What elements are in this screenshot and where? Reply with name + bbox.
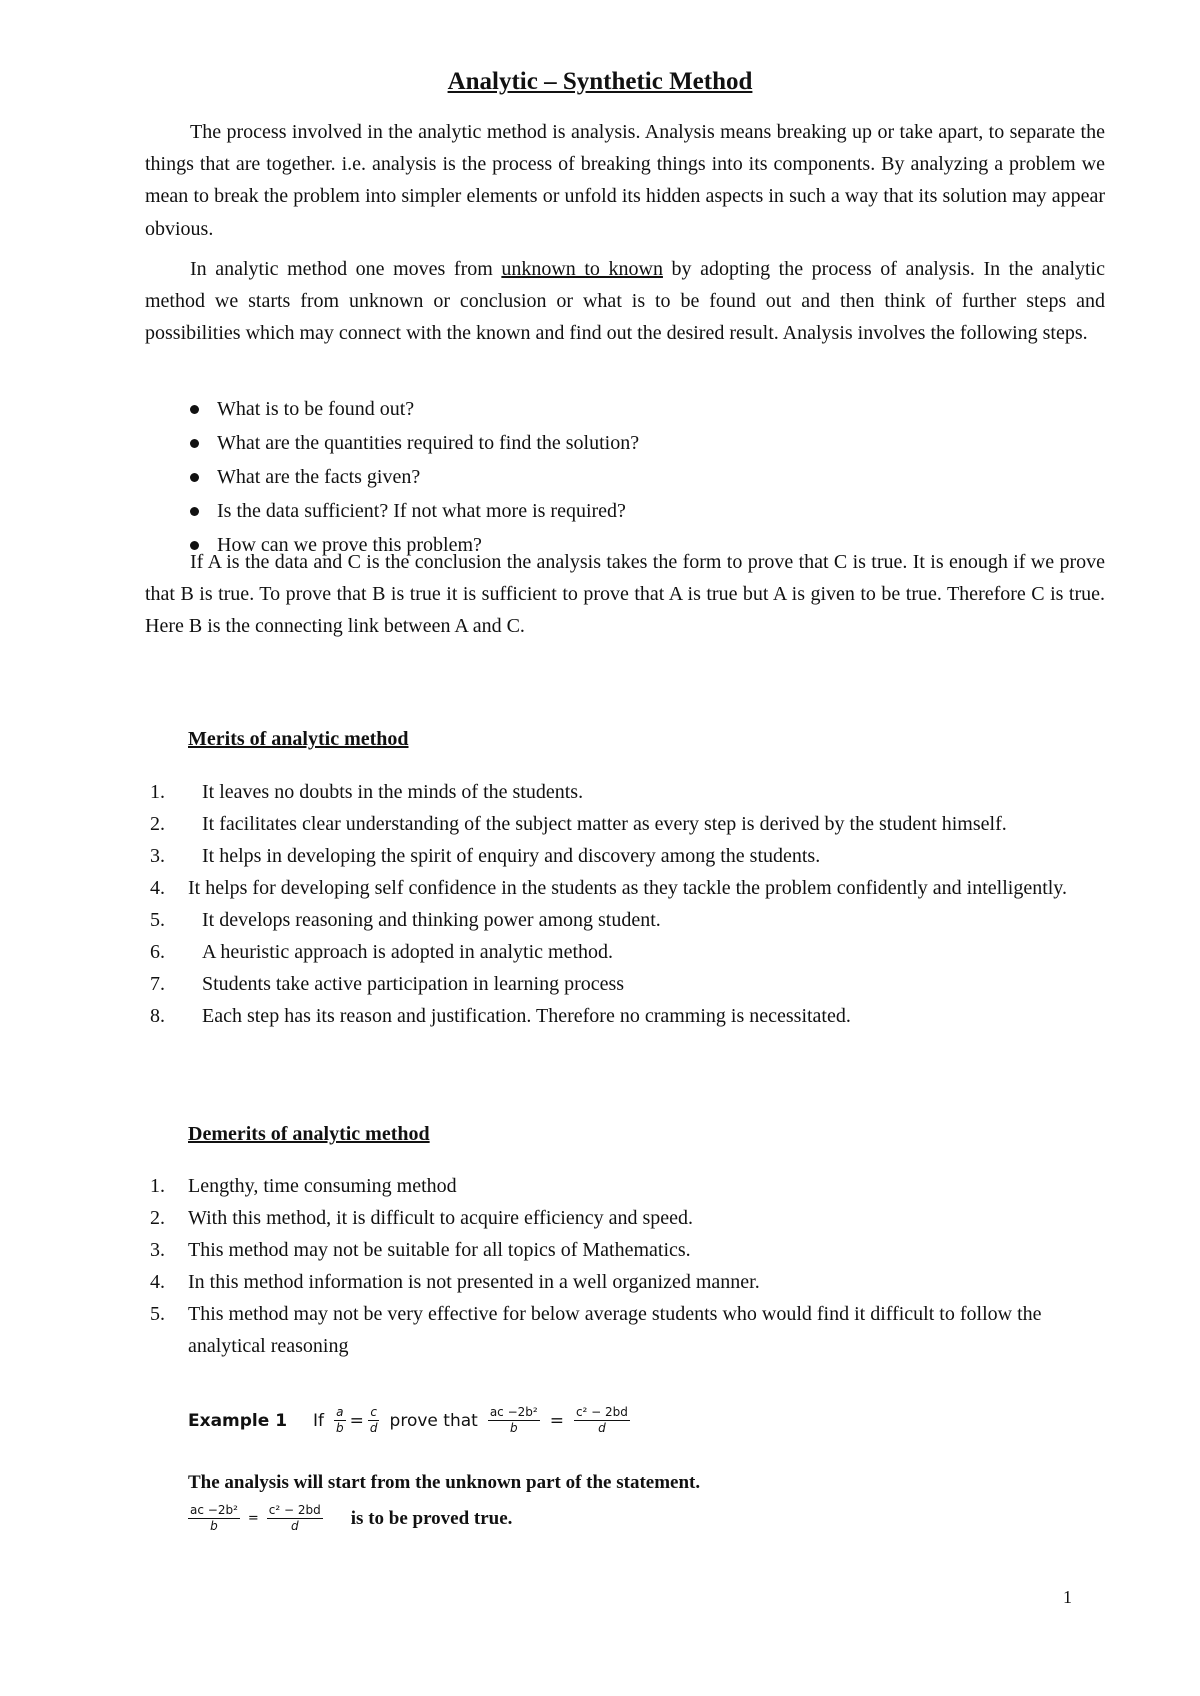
equals-sign: =: [247, 1511, 259, 1526]
list-item: 2. It facilitates clear understanding of the subject matter as every step is derived by the student himself.: [150, 813, 1007, 835]
prove-that-text: prove that: [389, 1410, 478, 1431]
fraction-c-over-d: $\frac{c}{d}$: [369, 1405, 378, 1435]
demerits-list: [150, 1170, 1105, 1362]
intro-paragraph: [145, 116, 1105, 245]
analysis-start-statement: The analysis will start from the unknown part of the statement.: [188, 1472, 701, 1493]
page-number: 1: [1063, 1587, 1072, 1607]
bullet-icon: [190, 405, 199, 414]
analysis-paragraph: [145, 253, 1105, 350]
merits-heading: Merits of analytic method: [188, 728, 409, 750]
list-item: 4. It helps for developing self confidence in the students as they tackle the problem confidently and intelligently.: [150, 877, 1068, 899]
to-be-proved-text: is to be proved true.: [350, 1507, 513, 1529]
bullet-icon: [190, 439, 199, 448]
abc-paragraph: [145, 546, 1105, 643]
example-label: Example 1: [188, 1410, 288, 1431]
list-item: What is to be found out?: [185, 392, 639, 426]
analysis-text-before: In analytic method one moves from: [190, 258, 502, 280]
bullet-icon: [190, 507, 199, 516]
fraction-a-over-b: $\frac{a}{b}$: [336, 1405, 344, 1435]
demerits-heading: Demerits of analytic method: [188, 1123, 430, 1145]
analysis-text-after: by adopting the process of analysis. In the analytic method we starts from unknown or conclusion or what is to be found out and then think of further steps and possibilities which may connect with the known and find out the desired result. Analysis involves the following steps.: [145, 258, 1105, 345]
list-item: 6. A heuristic approach is adopted in analytic method.: [150, 941, 613, 963]
equals-sign: =: [349, 1410, 364, 1431]
steps-list: [185, 392, 639, 562]
list-item: 2. With this method, it is difficult to acquire efficiency and speed.: [150, 1207, 693, 1229]
list-item: 3. It helps in developing the spirit of enquiry and discovery among the students.: [150, 845, 821, 867]
list-item: 8. Each step has its reason and justification. Therefore no cramming is necessitated.: [150, 1005, 851, 1027]
if-word: If: [313, 1410, 325, 1431]
list-item: 4. In this method information is not presented in a well organized manner.: [150, 1271, 760, 1293]
merits-list: [150, 776, 1105, 1032]
list-item: 1. It leaves no doubts in the minds of the students.: [150, 781, 584, 803]
list-item: 3. This method may not be suitable for all topics of Mathematics.: [150, 1239, 691, 1261]
unknown-to-known-phrase: unknown to known: [501, 258, 663, 280]
intro-text: The process involved in the analytic method is analysis. Analysis means breaking up or take apart, to separate the things that are together. i.e. analysis is the process of breaking things into its components. By analyzing a problem we mean to break the problem into simpler elements or unfold its hidden aspects in such a way that its solution may appear obvious.: [145, 121, 1105, 240]
bullet-icon: [190, 473, 199, 482]
example-1: [188, 1405, 632, 1436]
fraction-lhs: $\frac{\text{ac −2b²}}{b}$: [190, 1503, 238, 1533]
list-item: Is the data sufficient? If not what more is required?: [185, 494, 639, 528]
page-title: Analytic – Synthetic Method: [447, 68, 753, 95]
to-be-proved-equation: [186, 1503, 512, 1534]
list-item: 7. Students take active participation in learning process: [150, 973, 625, 995]
list-item: 1. Lengthy, time consuming method: [150, 1175, 457, 1197]
list-item: 5. It develops reasoning and thinking power among student.: [150, 909, 661, 931]
abc-text: If A is the data and C is the conclusion the analysis takes the form to prove that C is true. It is enough if we prove that B is true. To prove that B is true it is sufficient to prove that A is true but A is given to be true. Therefore C is true. Here B is the connecting link between A and C.: [145, 551, 1105, 638]
list-item: 5. This method may not be very effective for below average students who would find it difficult to follow the analytical reasoning: [150, 1303, 1042, 1357]
fraction-rhs: $\frac{\text{c² − 2bd}}{d}$: [575, 1405, 628, 1435]
equals-sign: =: [549, 1410, 564, 1431]
list-item: What are the quantities required to find the solution?: [185, 426, 639, 460]
fraction-rhs: $\frac{\text{c² − 2bd}}{d}$: [268, 1503, 321, 1533]
list-item: How can we prove this problem?: [185, 528, 639, 562]
fraction-lhs: $\frac{\text{ac −2b²}}{b}$: [489, 1405, 538, 1435]
list-item: What are the facts given?: [185, 460, 639, 494]
